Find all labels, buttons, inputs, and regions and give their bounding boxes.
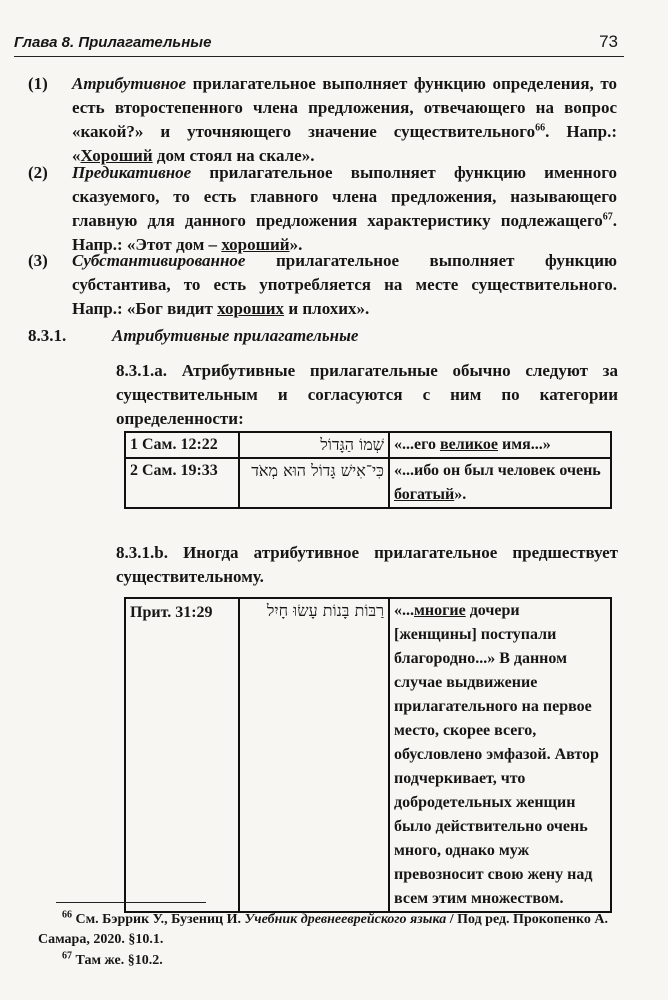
translation-cell: «...ибо он был человек очень богатый».: [389, 458, 611, 508]
item-text: и плохих».: [284, 299, 370, 318]
table-row: [125, 598, 611, 912]
item-term: Субстантивированное: [72, 251, 246, 270]
ref-cell: Прит. 31:29: [125, 598, 239, 912]
hebrew-cell: רַבּוֹת בָּנוֹת עָשׂוּ חָיִל: [239, 598, 389, 912]
subsection-label: 8.3.1.b.: [116, 543, 168, 562]
table-row: [125, 458, 611, 508]
item-text: дом стоял на скале».: [152, 146, 315, 165]
footnote-ref[interactable]: 66: [535, 122, 546, 134]
subsection-a: [116, 359, 618, 431]
table-row: [125, 432, 611, 458]
item-text: . Напр.: «Этот дом –: [72, 211, 617, 254]
list-item-1: [28, 72, 617, 168]
translation-cell: «...его великое имя...»: [389, 432, 611, 458]
item-text: ».: [289, 235, 303, 254]
translation-cell: «...многие дочери [женщины] поступали благородно...» В данном случае выдвижение прилагательного на первое место, скорее всего, обусловлено эмфазой. Автор подчеркивает, что добродетельных женщин было действительно очень много, однако муж превозносит свою жену над всем этим множеством.: [389, 598, 611, 912]
item-number: (2): [28, 163, 48, 182]
item-number: (1): [28, 74, 48, 93]
item-text: прилагательное выполняет функцию определения, то есть второстепенного члена предложения, отвечающего на вопрос «какой?» и уточняющего значение существительного: [72, 74, 617, 141]
example-word: Хороший: [80, 146, 153, 165]
footnote-number: 67: [62, 950, 72, 962]
footnote-number: 66: [62, 909, 72, 921]
example-word: хороших: [217, 299, 285, 318]
adjective-underlined: многие: [414, 602, 466, 619]
chapter-title: Глава 8. Прилагательные: [14, 34, 212, 51]
section-title: Атрибутивные прилагательные: [112, 326, 359, 345]
item-term: Предикативное: [72, 163, 192, 182]
list-item-3: [28, 249, 617, 321]
adjective-underlined: великое: [439, 436, 499, 453]
subsection-text: Иногда атрибутивное прилагательное предшествует существительному.: [116, 543, 618, 586]
ref-cell: 2 Сам. 19:33: [125, 458, 239, 508]
hebrew-cell: שְׁמוֹ הַגָּדוֹל: [239, 432, 389, 458]
example-table-a: [124, 431, 612, 509]
footnote-66: $^{66}$ См. Бэррик У., Бузениц И. Учебник древнееврейского языка / Под ред. Прокопенко А. Самара, 2020. §10.1.: [38, 909, 608, 947]
subsection-label: 8.3.1.a.: [116, 361, 167, 380]
page-number: 73: [599, 32, 618, 51]
footnote-67: $^{67}$ Там же. §10.2.: [62, 950, 163, 968]
item-text: прилагательное выполняет функцию субстантива, то есть употребляется на месте существительного. Напр.: «Бог видит: [72, 251, 617, 318]
running-header: [14, 28, 624, 57]
subsection-b: [116, 541, 618, 589]
example-word: хороший: [221, 235, 290, 254]
hebrew-cell: כִּי־אִישׁ גָּדוֹל הוּא מְאֹד: [239, 458, 389, 508]
list-item-2: [28, 161, 617, 257]
item-term: Атрибутивное: [72, 74, 187, 93]
book-title: Учебник древнееврейского языка: [244, 912, 447, 927]
item-text: . Напр.: «: [72, 122, 617, 165]
section-number: 8.3.1.: [28, 326, 67, 345]
ref-cell: 1 Сам. 12:22: [125, 432, 239, 458]
subsection-text: Атрибутивные прилагательные обычно следуют за существительным и согласуются с ним по категории определенности:: [116, 361, 618, 428]
item-text: прилагательное выполняет функцию именного сказуемого, то есть главного члена предложения, называющего главную для данного предложения характеристику подлежащего: [72, 163, 617, 230]
footnote-rule: [56, 902, 206, 903]
item-number: (3): [28, 251, 48, 270]
example-table-b: [124, 597, 612, 913]
adjective-underlined: богатый: [394, 486, 455, 503]
footnote-ref[interactable]: 67: [602, 211, 613, 223]
